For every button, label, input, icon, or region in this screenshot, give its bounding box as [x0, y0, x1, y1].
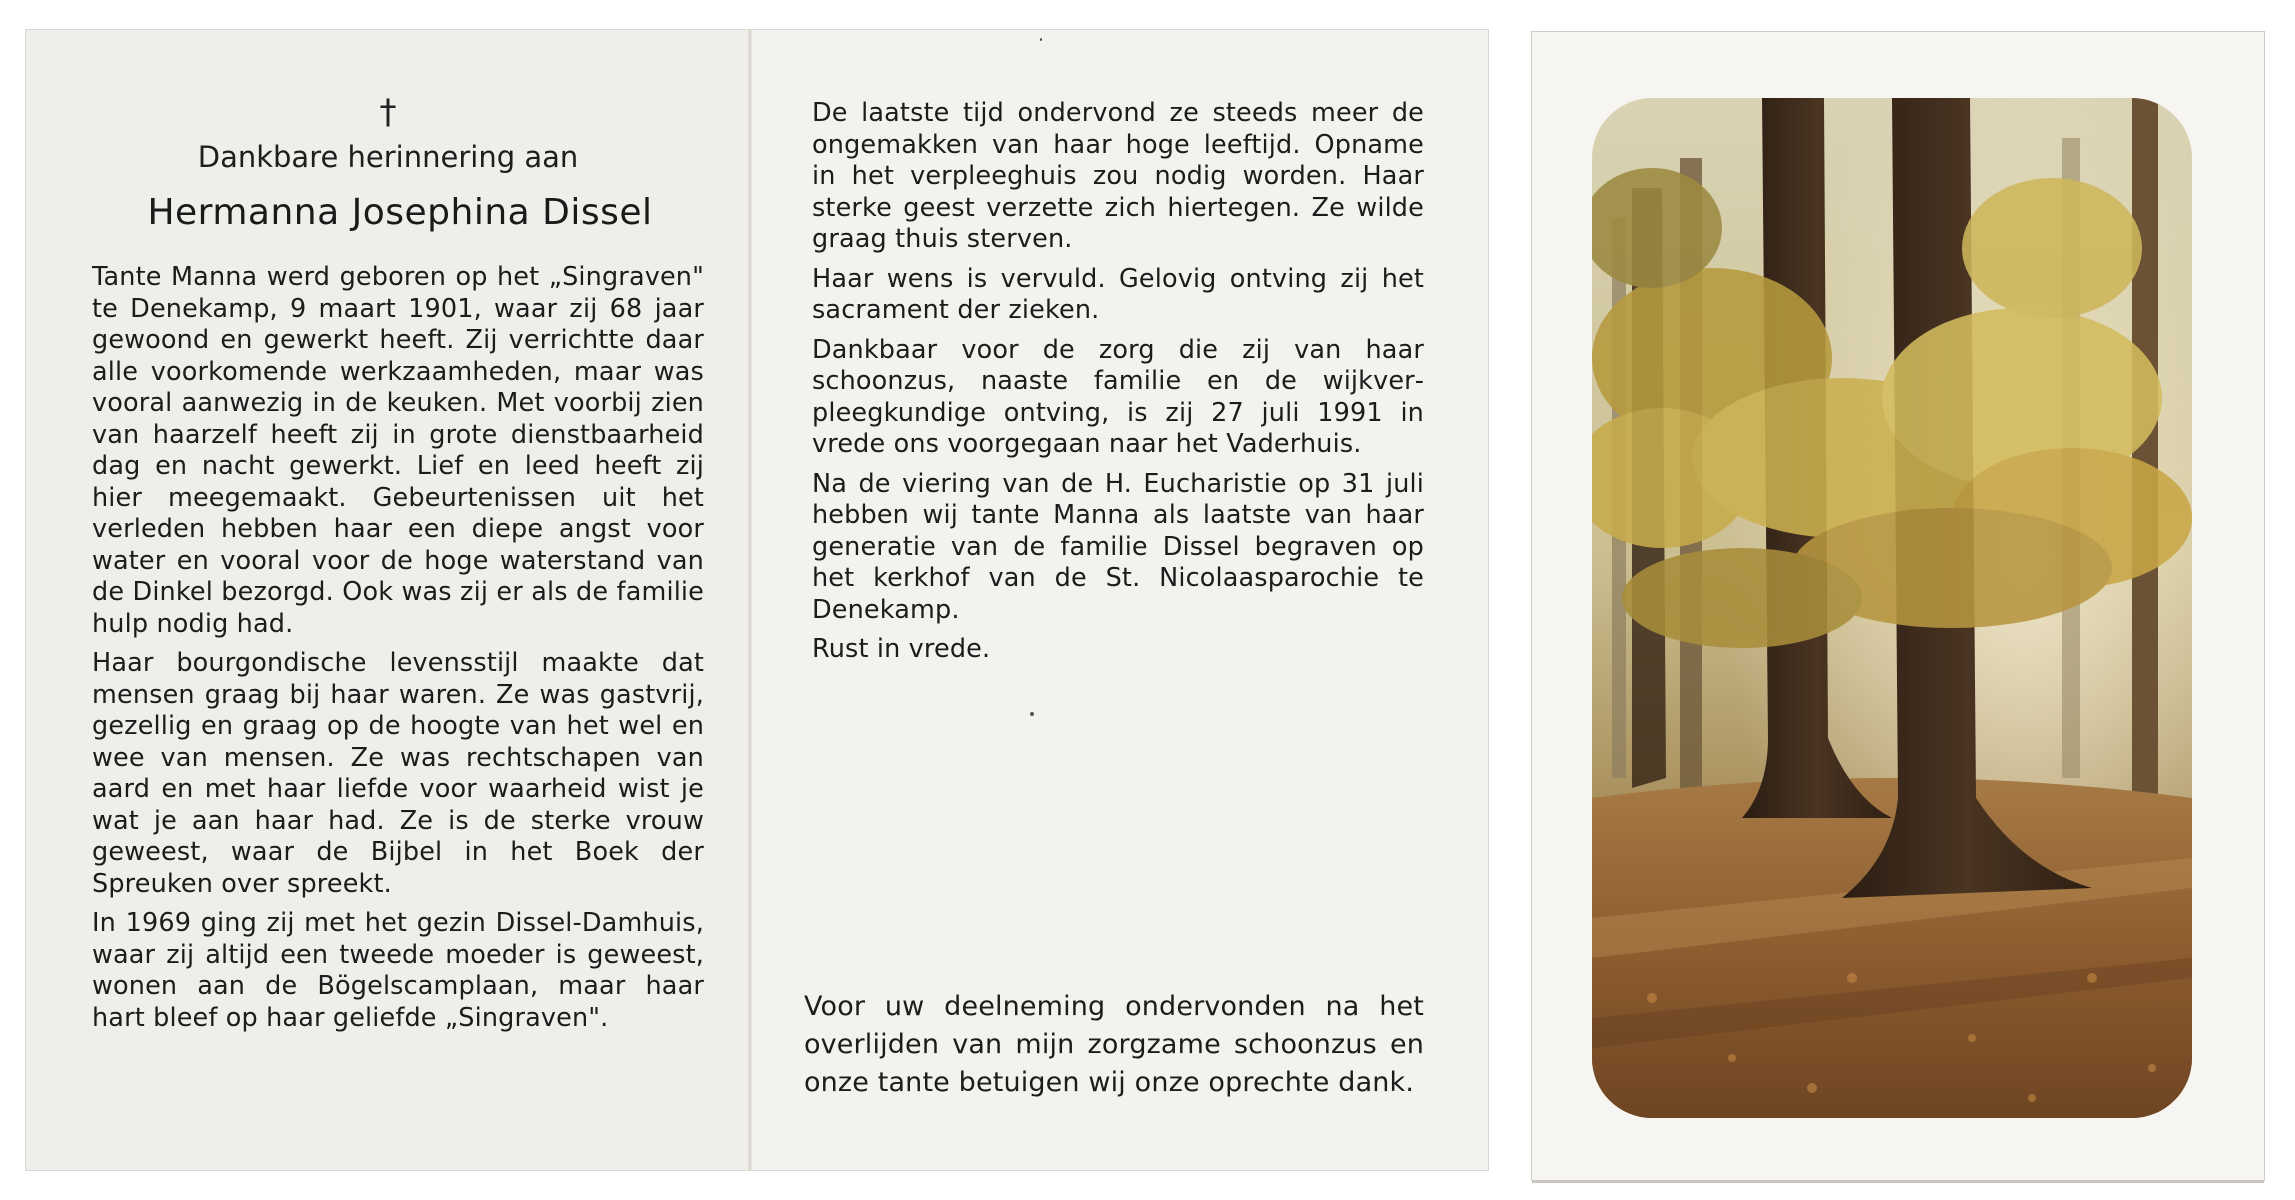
biography-paragraph-3: In 1969 ging zij met het gezin Dissel-Damhuis, waar zij altijd een tweede moeder is geweest, wonen aan de Bögelscamplaan, maar haar hart bleef op haar geliefde „Singraven".: [92, 908, 704, 1033]
middle-paragraph-4: Na de viering van de H. Eucharistie op 31 juli hebben wij tante Manna als laatste van haar generatie van de familie Dissel begraven op het kerkhof van de St. Nicolaasparochie te Denekamp.: [812, 468, 1424, 625]
middle-paragraph-5: Rust in vrede.: [812, 634, 991, 664]
biography-paragraph-2: Haar bourgondische levensstijl maakte dat mensen graag bij haar waren. Ze was gastvrij, gezellig en graag op de hoogte van het wel en wee van mensen. Ze was rechtschapen van aard en met haar liefde voor waarheid wist je wat je aan haar had. Ze is de sterke vrouw geweest, waar de Bijbel in het Boek der Spreuken over spreekt.: [92, 648, 704, 899]
middle-paragraph-1: De laatste tijd ondervond ze steeds meer de ongemakken van haar hoge leeftijd. Opname in het verpleeghuis zou nodig worden. Haar sterke geest verzette zich hiertegen. Ze wilde graag thuis sterven.: [812, 98, 1424, 254]
memorial-heading: Dankbare herinnering aan: [197, 140, 579, 174]
deceased-name: Hermanna Josephina Dissel: [147, 192, 653, 233]
left-page-body: [92, 262, 704, 1034]
biography-paragraph-1: Tante Manna werd geboren op het „Singraven" te Denekamp, 9 maart 1901, waar zij 68 jaar gewoond en gewerkt heeft. Zij verrichtte daar alle voorkomende werkzaamheden, maar was vooral aanwezig in de keuken. Met voorbij zien van haarzelf heeft zij in grote dienstbaarheid dag en nacht gewerkt. Lief en leed heeft zij hier meegemaakt. Gebeurtenissen uit het verleden hebben haar een diepe angst voor water en vooral voor de hoge waterstand van de Dinkel bezorgd. Ook was zij er als de familie hulp nodig had.: [92, 262, 704, 639]
autumn-forest-photo: [1592, 98, 2192, 1118]
cross-icon: †: [379, 92, 397, 132]
middle-paragraph-3: Dankbaar voor de zorg die zij van haar schoonzus, naaste familie en de wijkverpleegkundige ontving, is zij 27 juli 1991 in vrede ons voorgegaan naar het Vaderhuis.: [812, 334, 1424, 459]
thanks-text: Voor uw deelneming ondervonden na het overlijden van mijn zorgzame schoonzus en onze tante betuigen wij onze oprechte dank.: [804, 991, 1424, 1098]
paper-speck: [1030, 712, 1034, 716]
card-edge-shadow: [1532, 1180, 2264, 1183]
thanks-note: [804, 988, 1424, 1102]
middle-page-body: [812, 98, 1424, 666]
paper-speck: [1040, 38, 1042, 41]
middle-paragraph-2: Haar wens is vervuld. Gelovig ontving zij het sacrament der zieken.: [812, 263, 1424, 325]
